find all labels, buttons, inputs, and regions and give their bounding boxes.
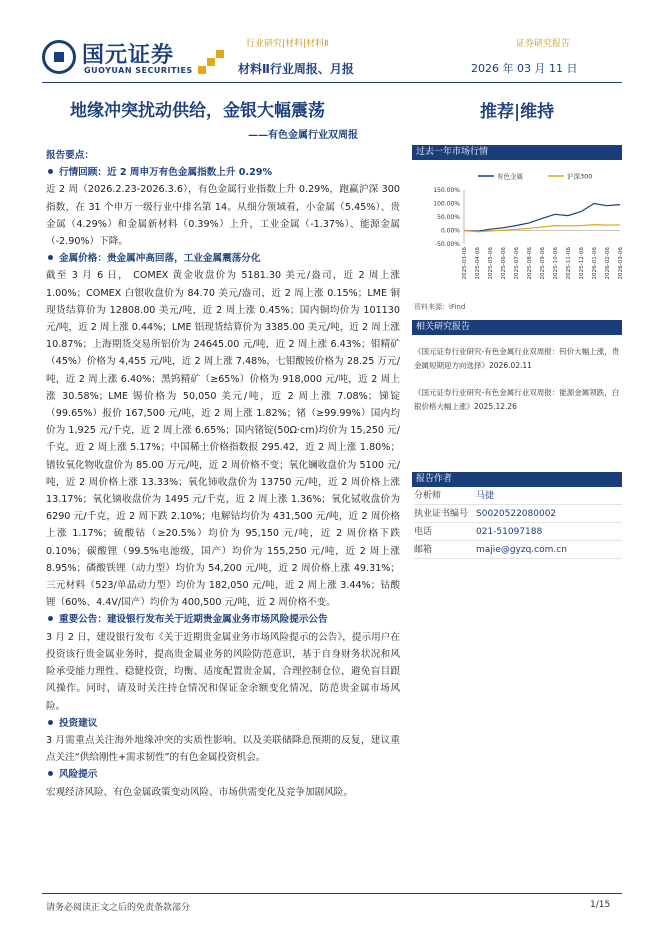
section-heading: 风险提示 <box>59 769 98 781</box>
author-value: S0020522080002 <box>476 509 557 519</box>
section-heading: 行情回顾：近 2 周申万有色金属指数上升 0.29% <box>59 167 273 179</box>
bullet-icon <box>48 169 53 174</box>
footer-divider <box>42 893 622 894</box>
x-tick-label: 2026-01-06 <box>592 247 598 280</box>
x-tick-label: 2025-11-06 <box>566 247 572 280</box>
author-value: 021-51097188 <box>476 527 543 537</box>
section-label: 报告要点： <box>46 150 94 161</box>
x-tick-label: 2025-04-06 <box>475 247 481 280</box>
page-subtitle: ——有色金属行业双周报 <box>248 130 358 141</box>
section-text: 宏观经济风险、有色金属政策变动风险、市场供需变化及竞争加剧风险。 <box>46 786 353 798</box>
market-panel-heading: 过去一年市场行情 <box>412 145 622 160</box>
y-tick-label: 150.00% <box>433 187 460 194</box>
y-tick-label: 0.00% <box>440 227 460 235</box>
page-title: 地缘冲突扰动供给，金银大幅震荡 <box>70 101 325 121</box>
x-tick-label: 2025-06-06 <box>501 247 507 280</box>
section-heading: 重要公告：建设银行发布关于近期贵金属业务市场风险提示公告 <box>59 614 328 626</box>
x-tick-label: 2026-03-06 <box>618 247 624 280</box>
author-key: 电话 <box>414 527 433 537</box>
x-tick-label: 2025-07-06 <box>514 247 520 280</box>
section-text: 近 2 周（2026.2.23-2026.3.6），有色金属行业指数上升 0.29%，跑赢沪深 300 指数，在 31 个申万一级行业中排名第 14。从细分领域看，小金属（5.45%）、贵金属（4.29%）和金属新材料（0.39%）上升，工业金属（-1.37%）、能源金属（-2.90%）下降。 <box>46 184 400 248</box>
logo-stairs-icon <box>196 46 226 76</box>
author-row <box>414 542 622 559</box>
author-value: 马捷 <box>476 491 495 501</box>
report-category: 行业研究|材料|材料Ⅱ <box>246 39 329 49</box>
x-tick-label: 2026-02-06 <box>605 247 611 280</box>
bullet-icon <box>48 616 53 621</box>
rating-badge: 推荐|维持 <box>480 102 555 122</box>
page-number: 1/15 <box>590 900 611 910</box>
x-tick-label: 2025-10-06 <box>553 247 559 280</box>
legend-label: 沪深300 <box>567 172 593 181</box>
section-heading: 投资建议 <box>59 717 98 729</box>
header-divider <box>42 82 622 83</box>
y-tick-label: 100.00% <box>433 200 460 208</box>
section-text: 3 月需重点关注海外地缘冲突的实质性影响、以及美联储降息预期的反复，建议重点关注“供给刚性+需求韧性”的有色金属投资机会。 <box>46 734 400 764</box>
author-row <box>414 506 622 523</box>
x-tick-label: 2025-12-06 <box>579 247 585 280</box>
report-date: 2026 年 03 月 11 日 <box>471 62 578 75</box>
section-text: 3 月 2 日，建设银行发布《关于近期贵金属业务市场风险提示的公告》，提示用户在投资该行贵金属业务时，提高贵金属业务的风险防范意识，基于自身财务状况和风险承受能力理性、稳健投资，均衡、适度配置贵金属，合理控制仓位，避免盲目跟风操作。同时，请及时关注持仓情况和保证金余额变化情况，防范贵金属市场风险。 <box>46 631 400 712</box>
logo-text: 国元证券 <box>82 42 175 68</box>
bullet-icon <box>48 720 53 725</box>
y-tick-label: -50.00% <box>434 241 460 248</box>
related-report-item[interactable]: 《国元证券行业研究-有色金属行业双周报：钨价大幅上涨，贵金属短期迎方向选择》2026.02.11 <box>414 347 620 370</box>
report-body <box>46 147 400 801</box>
legend-label: 有色金属 <box>497 172 523 181</box>
bullet-icon <box>48 771 53 776</box>
x-tick-label: 2025-08-06 <box>527 247 533 280</box>
bullet-icon <box>48 255 53 260</box>
authors-heading: 报告作者 <box>412 472 622 487</box>
sector-title: 材料Ⅱ行业周报、月报 <box>238 62 354 76</box>
author-key: 邮箱 <box>414 545 433 555</box>
logo-english: GUOYUAN SECURITIES <box>84 66 193 75</box>
y-tick-label: 50.00% <box>437 214 460 221</box>
author-row <box>414 524 622 541</box>
section-text: 截至 3 月 6 日， COMEX 黄金收盘价为 5181.30 美元/盎司，近 2 周上涨 1.00%；COMEX 白银收盘价为 84.70 美元/盎司，近 2 周上涨 0.15%；LME 铜现货结算价为 12808.00 美元/吨，近 2 周上涨 0.45%；国内铜均价为 101130 元/吨，近 2 周上涨 0.44%；LME 铝现货结算价为 3385.00 美元/吨，近 2 周上涨 10.87%；上海期货交易所铝价为 24645.00 元/吨，近 2 周上涨 6.43%；钼精矿（45%）价格为 4,455 元/吨，近 2 周上涨 7.48%，七钼酸铵价格为 28.25 万元/吨，近 2 周上涨 6.40%；黑钨精矿（≥65%）价格为 918,000 元/吨，近 2 周上涨 30.58%；LME 锡价格为 50,050 美元/吨，近 2 周上涨 7.08%；锑锭（99.65%）报价 167,500 元/吨，近 2 周上涨 1.82%；锗（≥99.99%）国内均价为 1,925 元/千克，近 2 周上涨 6.65%；国内锗锭(50Ω·cm)均价为 15,250 元/千克，近 2 周上涨 5.17%；中国稀土价格指数报 295.42，近 2 周上涨 1.80%；镨钕氧化物收盘价为 85.00 万元/吨，近 2 周价格不变；氧化镧收盘价为 5100 元/吨，近 2 周价格上涨 13.33%；氧化铈收盘价为 13750 元/吨，近 2 周价格上涨 13.17%；氧化镝收盘价为 1495 元/千克，近 2 周上涨 1.36%；氧化铽收盘价为 6290 元/千克，近 2 周下跌 2.10%；电解钴均价为 431,500 元/吨，近 2 周价格上涨 1.17%；硫酸钴（≥20.5%）均价为 95,150 元/吨，近 2 周价格下跌 0.10%；碳酸锂（99.5%电池级，国产）均价为 155,250 元/吨，近 2 周上涨 8.95%；磷酸铁锂（动力型）均价为 54,200 元/吨，近 2 周价格上涨 49.31%；三元材料（523/单晶动力型）均价为 182,050 元/吨，近 2 周上涨 3.44%；钴酸锂（60%、4.4V/国产）均价为 400,500 元/吨，近 2 周价格不变。 <box>46 270 400 609</box>
author-key: 执业证书编号 <box>414 509 469 519</box>
x-tick-label: 2025-09-06 <box>540 247 546 280</box>
footer-disclaimer: 请务必阅读正文之后的免责条款部分 <box>46 903 191 913</box>
related-report-item[interactable]: 《国元证券行业研究-有色金属行业双周报：能源金属领跌，白银价格大幅上涨》2025.12.26 <box>414 388 620 411</box>
x-tick-label: 2025-05-06 <box>488 247 494 280</box>
related-heading: 相关研究报告 <box>412 320 622 335</box>
x-tick-label: 2025-03-06 <box>462 247 468 280</box>
author-row <box>414 488 622 505</box>
author-email[interactable]: majie@gyzq.com.cn <box>476 545 567 555</box>
author-key: 分析师 <box>414 491 442 501</box>
report-type: 证券研究报告 <box>516 39 571 49</box>
section-heading: 金属价格：贵金属冲高回落，工业金属震荡分化 <box>59 253 261 265</box>
market-chart <box>412 164 624 304</box>
logo-mark-icon <box>42 40 76 74</box>
chart-source: 资料来源：iFind <box>414 303 466 311</box>
